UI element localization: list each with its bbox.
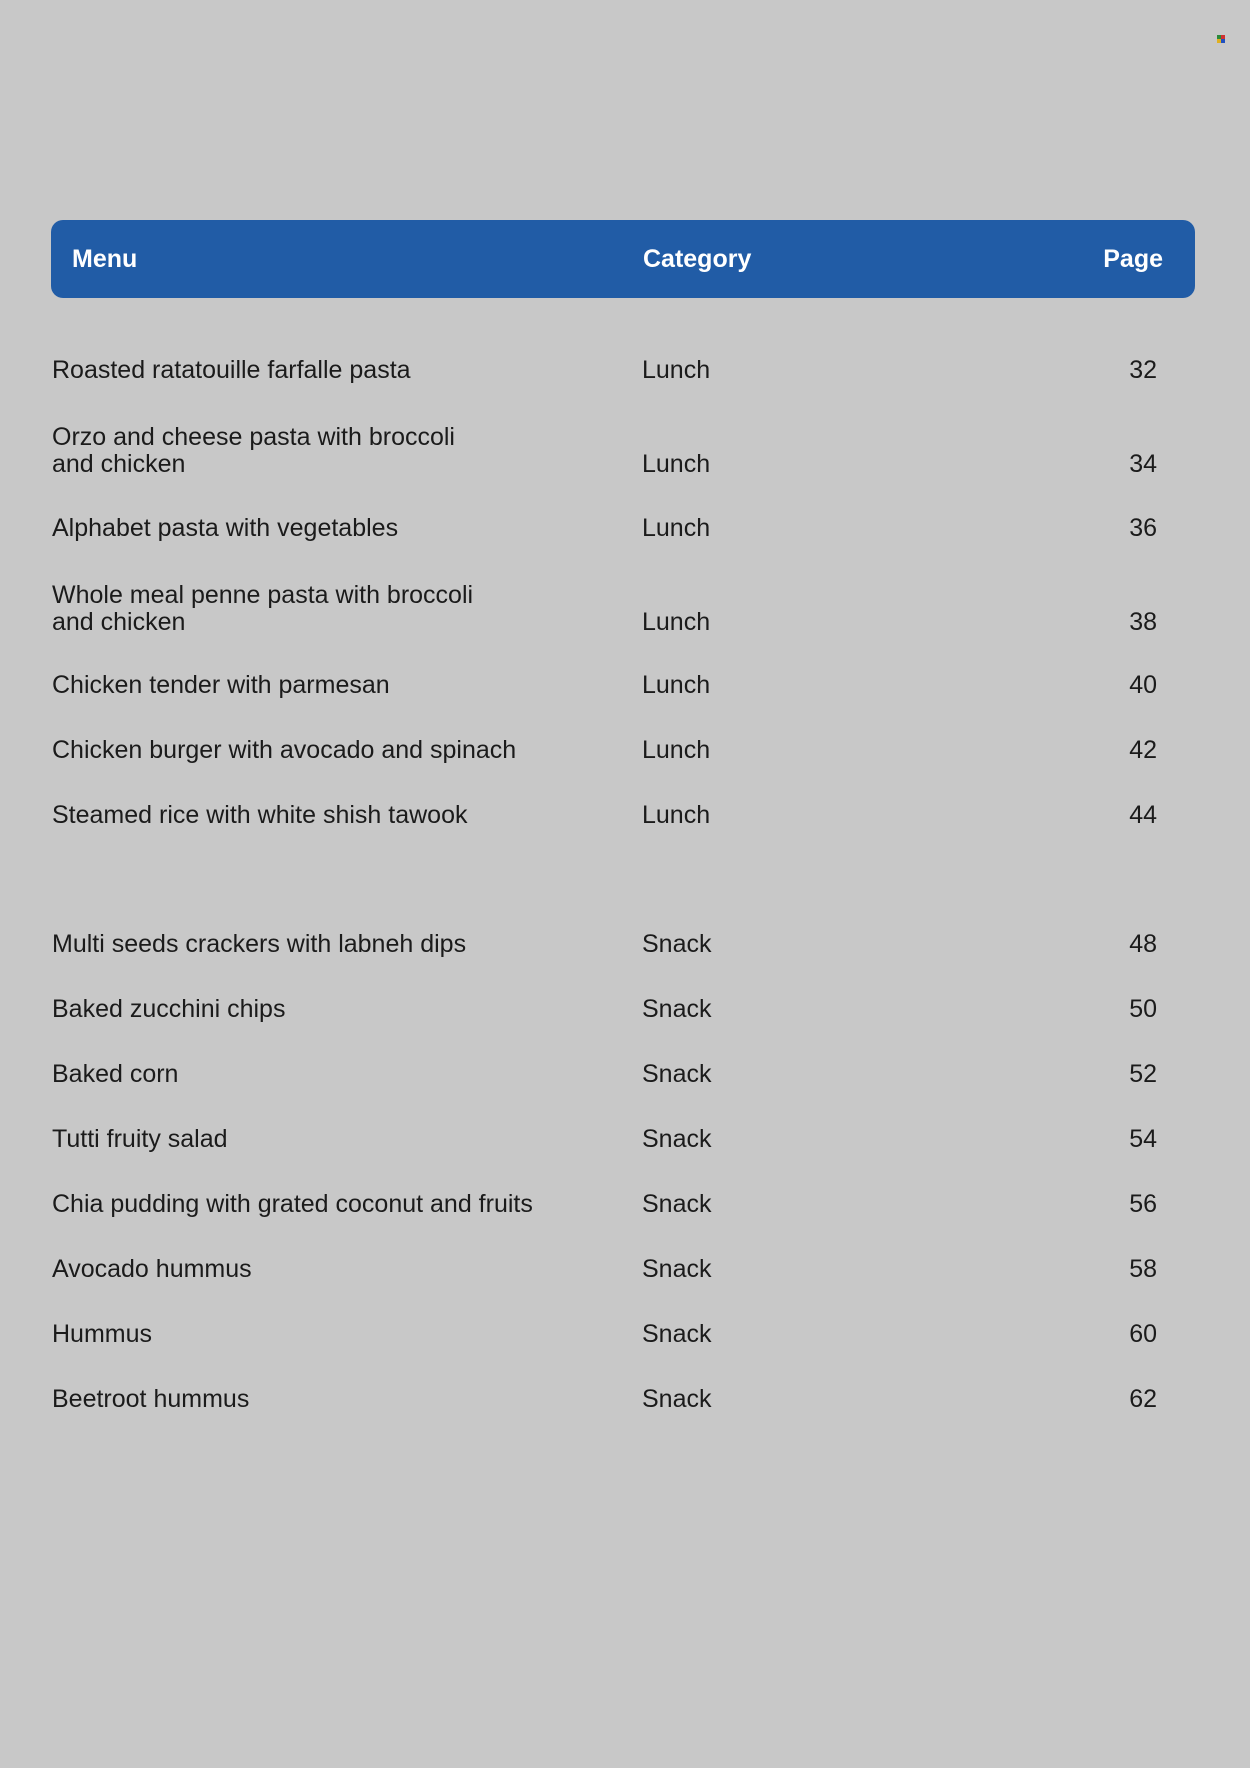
item-category: Lunch — [642, 514, 711, 542]
table-row — [0, 582, 1250, 636]
item-page: 42 — [1129, 736, 1157, 764]
item-name: Baked zucchini chips — [52, 995, 286, 1023]
header-category: Category — [643, 245, 752, 273]
header-page: Page — [1103, 245, 1163, 273]
item-name: Chicken burger with avocado and spinach — [52, 736, 517, 764]
header-menu: Menu — [72, 245, 138, 273]
item-name: Chicken tender with parmesan — [52, 671, 390, 699]
item-page: 56 — [1129, 1190, 1157, 1218]
item-category: Lunch — [642, 356, 711, 384]
item-category: Lunch — [642, 671, 711, 699]
item-name: Roasted ratatouille farfalle pasta — [52, 356, 411, 384]
item-page: 62 — [1129, 1385, 1157, 1413]
table-row — [0, 1126, 1250, 1153]
item-name: Avocado hummus — [52, 1255, 252, 1283]
item-name: Alphabet pasta with vegetables — [52, 514, 399, 542]
table-row — [0, 424, 1250, 478]
item-page: 36 — [1129, 514, 1157, 542]
item-category: Snack — [642, 1125, 712, 1153]
item-category: Snack — [642, 1385, 712, 1413]
item-page: 54 — [1129, 1125, 1157, 1153]
item-category: Lunch — [642, 450, 711, 478]
table-row — [0, 1191, 1250, 1218]
item-category: Snack — [642, 1060, 712, 1088]
item-page: 34 — [1129, 450, 1157, 478]
item-page: 44 — [1129, 801, 1157, 829]
item-name: Orzo and cheese pasta with broccoli and chicken — [52, 423, 455, 478]
item-page: 60 — [1129, 1320, 1157, 1348]
item-page: 52 — [1129, 1060, 1157, 1088]
item-page: 48 — [1129, 930, 1157, 958]
item-name: Steamed rice with white shish tawook — [52, 801, 468, 829]
item-category: Snack — [642, 995, 712, 1023]
item-page: 50 — [1129, 995, 1157, 1023]
item-category: Lunch — [642, 608, 711, 636]
item-category: Snack — [642, 1255, 712, 1283]
item-category: Lunch — [642, 736, 711, 764]
table-row — [0, 802, 1250, 829]
table-row — [0, 996, 1250, 1023]
table-row — [0, 357, 1250, 384]
item-name: Hummus — [52, 1320, 153, 1348]
item-name: Chia pudding with grated coconut and fruits — [52, 1190, 533, 1218]
item-page: 32 — [1129, 356, 1157, 384]
item-name: Whole meal penne pasta with broccoli and chicken — [52, 581, 474, 636]
item-category: Snack — [642, 930, 712, 958]
table-row — [0, 1061, 1250, 1088]
item-page: 58 — [1129, 1255, 1157, 1283]
table-row — [0, 1321, 1250, 1348]
item-name: Tutti fruity salad — [52, 1125, 228, 1153]
item-name: Baked corn — [52, 1060, 179, 1088]
item-category: Lunch — [642, 801, 711, 829]
table-row — [0, 737, 1250, 764]
item-page: 40 — [1129, 671, 1157, 699]
table-row — [0, 1386, 1250, 1413]
table-row — [0, 672, 1250, 699]
item-name: Beetroot hummus — [52, 1385, 250, 1413]
item-category: Snack — [642, 1190, 712, 1218]
item-name: Multi seeds crackers with labneh dips — [52, 930, 467, 958]
table-row — [0, 931, 1250, 958]
item-page: 38 — [1129, 608, 1157, 636]
item-category: Snack — [642, 1320, 712, 1348]
table-row — [0, 515, 1250, 542]
table-row — [0, 1256, 1250, 1283]
